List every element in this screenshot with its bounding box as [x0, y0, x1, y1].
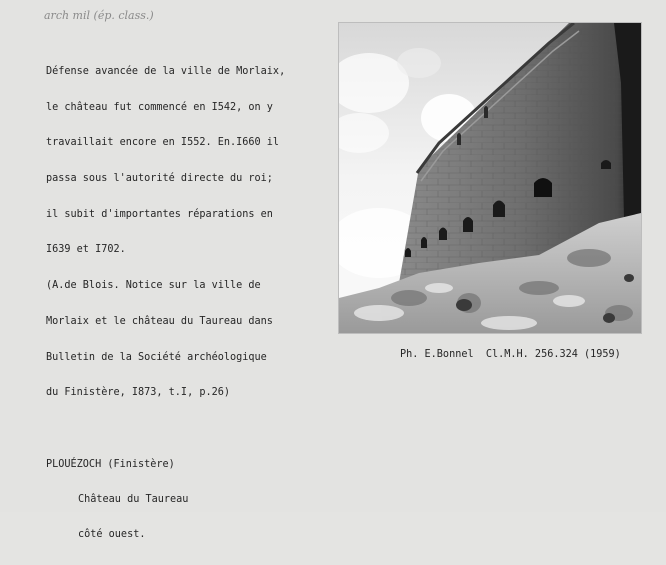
description-line: du Finistère, I873, t.I, p.26): [46, 387, 231, 399]
description-line: travaillait encore en I552. En.I660 il: [46, 137, 280, 149]
description-line: il subit d'importantes réparations en: [46, 208, 273, 220]
description-line: Morlaix et le château du Taureau dans: [46, 315, 273, 327]
description-line: I639 et I702.: [46, 244, 126, 256]
description-line: (A.de Blois. Notice sur la ville de: [46, 280, 261, 292]
castle-photo-drawing: [339, 23, 641, 333]
castle-photograph: [339, 23, 641, 333]
monument-label: Château du Taureau: [78, 493, 189, 505]
description-line: passa sous l'autorité directe du roi;: [46, 172, 273, 184]
photo-credit: Ph. E.Bonnel Cl.M.H. 256.324 (1959): [400, 349, 621, 360]
commune-label: PLOUÉZOCH (Finistère): [46, 458, 175, 470]
description-text: [46, 42, 306, 423]
description-line: le château fut commencé en I542, on y: [46, 101, 273, 113]
description-line: Défense avancée de la ville de Morlaix,: [46, 65, 286, 77]
view-label: côté ouest.: [78, 529, 146, 541]
description-line: Bulletin de la Société archéologique: [46, 351, 267, 363]
handwritten-note: arch mil (ép. class.): [44, 9, 154, 22]
location-block: [46, 435, 188, 565]
